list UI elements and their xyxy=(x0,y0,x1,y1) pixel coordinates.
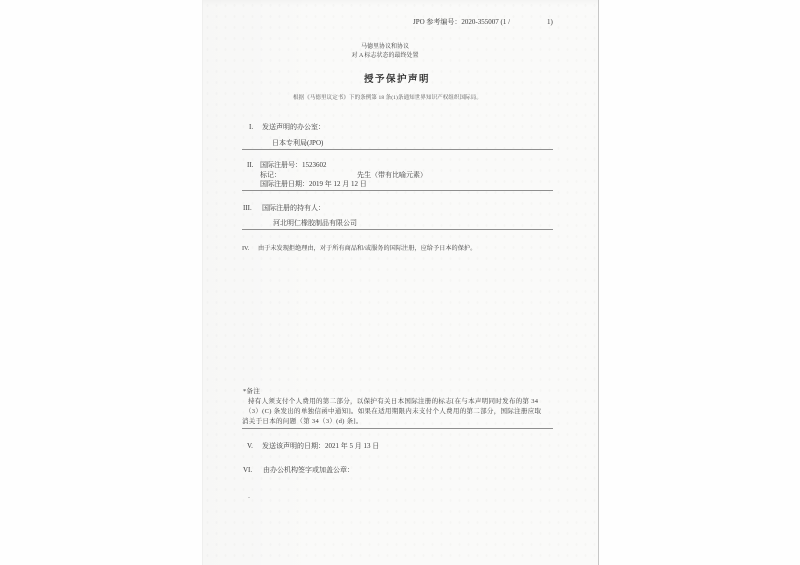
section4-numeral: IV. xyxy=(242,245,250,252)
section1-numeral: I. xyxy=(249,123,254,131)
registration-number-label: 国际注册号： xyxy=(260,161,302,169)
scan-speck-artifact xyxy=(248,497,250,498)
section2-registration-number-row xyxy=(260,161,327,170)
remark-line-2: （3）(C) 条发出的单独信函中通知]。如果在适用期限内未支付个人费用的第二部分，国际注册应取 xyxy=(245,408,542,415)
remark-title: *备注 xyxy=(243,388,261,395)
statement-date-row xyxy=(262,442,379,451)
section2-numeral: II. xyxy=(247,161,254,169)
statement-date-label: 发送该声明的日期： xyxy=(262,442,325,450)
underline-remark xyxy=(242,428,553,429)
grant-statement-text: 由于未发现拒绝理由，对于所有商品和/或服务的国际注册，应给予日本的保护。 xyxy=(258,245,477,252)
registration-date-value: 2019 年 12 月 12 日 xyxy=(309,180,367,188)
remark-line-1: 持有人须支付个人费用的第二部分，以保护有关日本国际注册的标志[在与本声明同时发布的第 34 xyxy=(248,398,539,405)
mark-label: 标记： xyxy=(260,171,281,179)
mark-value: 先生（带有比喻元素） xyxy=(357,171,427,179)
document-title: 授予保护声明 xyxy=(363,75,430,85)
protocol-subtitle xyxy=(330,43,440,61)
protocol-line-2: 对 A 标志状态的最终处置 xyxy=(351,53,419,59)
signature-label: 由办公机构签字或加盖公章： xyxy=(263,466,354,474)
underline-section1 xyxy=(242,149,553,150)
jpo-reference-number: JPO 参考编号：2020-355007 (1 / xyxy=(413,18,511,26)
registration-date-label: 国际注册日期： xyxy=(260,180,309,188)
section3-label: 国际注册的持有人： xyxy=(262,204,325,212)
remark-line-3: 消关于日本的问题（第 34（3）(d) 条]。 xyxy=(242,418,363,425)
underline-section3 xyxy=(242,229,553,230)
section5-numeral: V. xyxy=(247,442,253,450)
underline-section2 xyxy=(242,190,553,191)
section1-value-office: 日本专利局(JPO) xyxy=(272,139,324,147)
protocol-line-1: 马德里协议和协议 xyxy=(360,44,409,50)
page-indicator: 1) xyxy=(547,18,553,26)
section6-numeral: VI. xyxy=(243,466,253,474)
legal-basis-note: 根据《马德里议定书》下的条例第 18 条(1)条通知世界知识产权组织国际局。 xyxy=(293,95,482,101)
section3-numeral: III. xyxy=(243,204,252,212)
statement-date-value: 2021 年 5 月 13 日 xyxy=(325,442,380,450)
registration-number-value: 1523602 xyxy=(302,161,327,169)
holder-name-value: 河北明仁橡胶制品有限公司 xyxy=(273,219,357,227)
section1-label: 发送声明的办公室： xyxy=(262,123,325,131)
registration-date-row xyxy=(260,180,367,189)
